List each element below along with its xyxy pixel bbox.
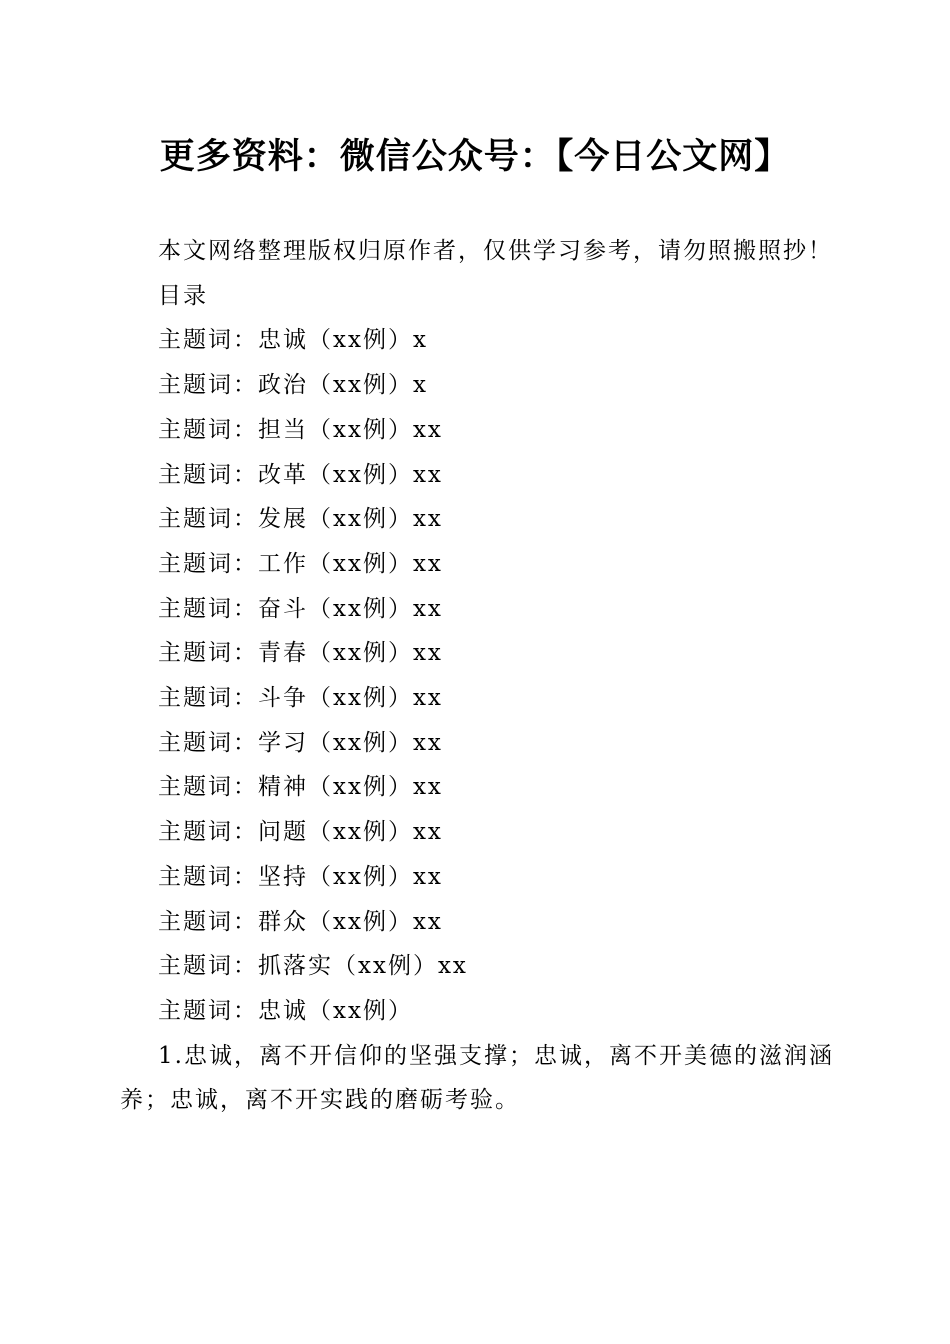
document-body: [120, 229, 840, 1123]
toc-item: 主题词：坚持（xx例）xx: [158, 863, 443, 890]
toc-item: 主题词：抓落实（xx例）xx: [158, 953, 468, 980]
toc-item: 主题词：斗争（xx例）xx: [158, 685, 443, 712]
toc-heading: 目录: [158, 282, 208, 309]
body-paragraph: 1.忠诚，离不开信仰的坚强支撑；忠诚，离不开美德的滋润涵养；忠诚，离不开实践的磨砺考验。: [120, 1042, 834, 1114]
section-heading: 主题词：忠诚（xx例）: [158, 997, 413, 1024]
toc-list: [120, 318, 840, 989]
toc-item: 主题词：群众（xx例）xx: [158, 908, 443, 935]
toc-item: 主题词：问题（xx例）xx: [158, 819, 443, 846]
toc-item: 主题词：工作（xx例）xx: [158, 550, 443, 577]
toc-item: 主题词：改革（xx例）xx: [158, 461, 443, 488]
toc-item: 主题词：忠诚（xx例）x: [158, 327, 428, 354]
toc-item: 主题词：发展（xx例）xx: [158, 506, 443, 533]
toc-item: 主题词：学习（xx例）xx: [158, 729, 443, 756]
toc-item: 主题词：政治（xx例）x: [158, 372, 428, 399]
toc-item: 主题词：青春（xx例）xx: [158, 640, 443, 667]
toc-item: 主题词：奋斗（xx例）xx: [158, 595, 443, 622]
document-title: 更多资料：微信公众号：【今日公文网】: [159, 137, 791, 177]
toc-item: 主题词：精神（xx例）xx: [158, 774, 443, 801]
toc-item: 主题词：担当（xx例）xx: [158, 416, 443, 443]
copyright-notice: 本文网络整理版权归原作者，仅供学习参考，请勿照搬照抄！: [158, 238, 833, 264]
